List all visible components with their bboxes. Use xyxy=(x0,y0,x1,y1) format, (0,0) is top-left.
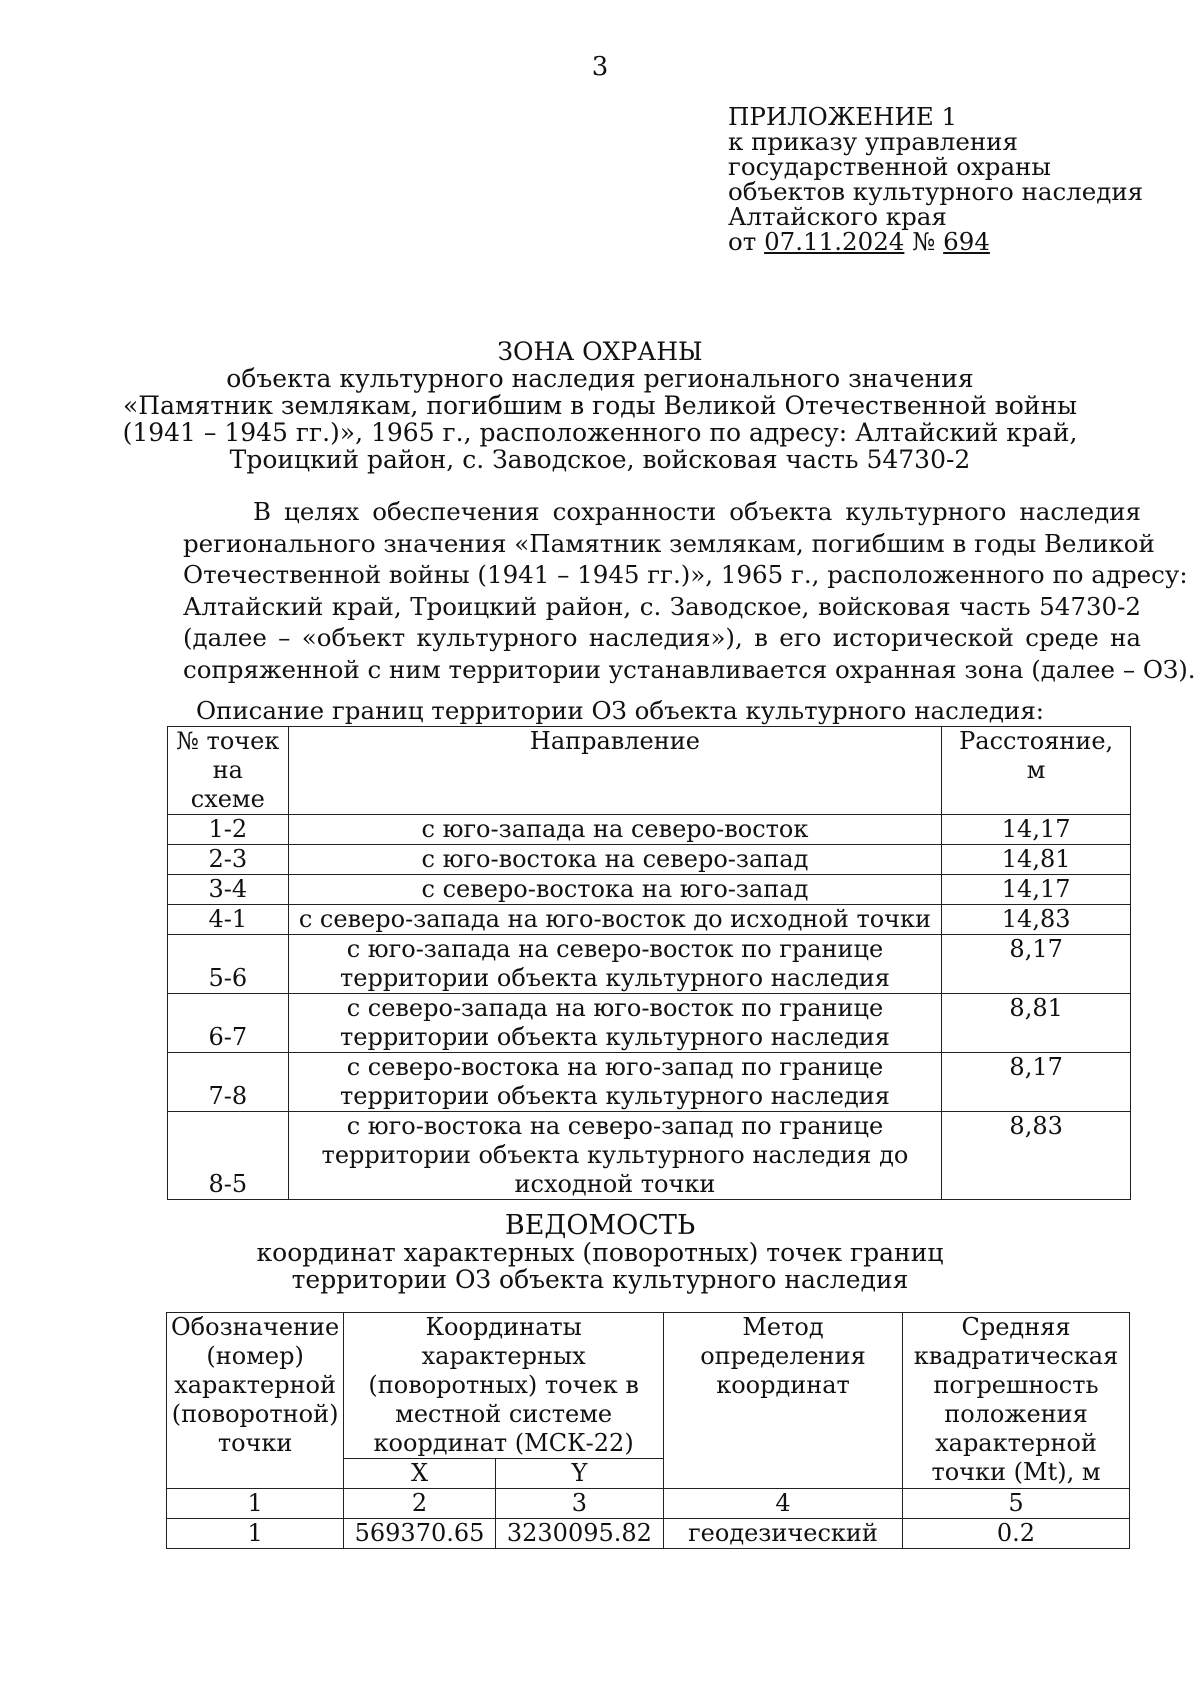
coordinates-table xyxy=(166,1312,1130,1549)
order-date: 07.11.2024 xyxy=(764,227,905,256)
cell-points: 3-4 xyxy=(168,875,289,905)
cell-points: 7-8 xyxy=(168,1053,289,1112)
table-row xyxy=(168,905,1131,935)
table-row xyxy=(168,1053,1131,1112)
header-error: Средняя квадратическая погрешность положения характерной точки (Mt), м xyxy=(903,1313,1130,1489)
col-number: 4 xyxy=(664,1489,903,1519)
appendix-line: к приказу управления xyxy=(728,127,1018,156)
cell-distance: 14,17 xyxy=(942,875,1131,905)
title-line: объекта культурного наследия регионального значения xyxy=(226,364,974,393)
appendix-block xyxy=(728,104,1143,254)
table-row xyxy=(168,845,1131,875)
col-number: 5 xyxy=(903,1489,1130,1519)
paragraph-line: В целях обеспечения сохранности объекта культурного наследия xyxy=(253,497,1141,526)
header-x: X xyxy=(344,1459,496,1489)
cell-points: 1-2 xyxy=(168,815,289,845)
cell-direction: с юго-востока на северо-запад по границе территории объекта культурного наследия до исходной точки xyxy=(288,1112,942,1200)
cell-direction: с северо-востока на юго-запад по границе территории объекта культурного наследия xyxy=(288,1053,942,1112)
header-designation: Обозначение (номер) характерной (поворотной) точки xyxy=(167,1313,344,1489)
cell-distance: 14,17 xyxy=(942,815,1131,845)
order-number: 694 xyxy=(943,227,990,256)
cell-direction: с северо-запада на юго-восток по границе территории объекта культурного наследия xyxy=(288,994,942,1053)
cell-points: 4-1 xyxy=(168,905,289,935)
table-row xyxy=(168,994,1131,1053)
page-number: 3 xyxy=(591,52,609,82)
cell-distance: 14,83 xyxy=(942,905,1131,935)
cell-x: 569370.65 xyxy=(344,1519,496,1549)
coords-title-line: территории ОЗ объекта культурного наследия xyxy=(291,1265,909,1294)
cell-y: 3230095.82 xyxy=(495,1519,663,1549)
col-number: 1 xyxy=(167,1489,344,1519)
header-distance: Расстояние, м xyxy=(942,727,1131,815)
table-caption: Описание границ территории ОЗ объекта культурного наследия: xyxy=(195,696,1045,725)
header-direction: Направление xyxy=(288,727,942,815)
appendix-line: Алтайского края xyxy=(728,202,947,231)
cell-point: 1 xyxy=(167,1519,344,1549)
header-coordinates: Координаты характерных (поворотных) точек в местной системе координат (МСК-22) xyxy=(344,1313,664,1459)
table-row xyxy=(168,815,1131,845)
table-row xyxy=(167,1519,1130,1549)
cell-method: геодезический xyxy=(664,1519,903,1549)
cell-points: 2-3 xyxy=(168,845,289,875)
cell-distance: 8,83 xyxy=(942,1112,1131,1200)
col-number: 3 xyxy=(495,1489,663,1519)
title-line: Троицкий район, с. Заводское, войсковая часть 54730-2 xyxy=(229,445,971,474)
header-y: Y xyxy=(495,1459,663,1489)
col-number: 2 xyxy=(344,1489,496,1519)
body-paragraph xyxy=(183,496,1196,685)
header-method: Метод определения координат xyxy=(664,1313,903,1489)
cell-direction: с юго-запада на северо-восток xyxy=(288,815,942,845)
cell-direction: с юго-востока на северо-запад xyxy=(288,845,942,875)
paragraph-line: Алтайский край, Троицкий район, с. Заводское, войсковая часть 54730-2 xyxy=(183,591,1141,621)
table-row xyxy=(168,935,1131,994)
title-line: (1941 – 1945 гг.)», 1965 г., расположенного по адресу: Алтайский край, xyxy=(122,418,1078,447)
paragraph-line: (далее – «объект культурного наследия»), в его исторической среде на xyxy=(183,623,1141,652)
table-row xyxy=(168,875,1131,905)
cell-points: 5-6 xyxy=(168,935,289,994)
appendix-line: объектов культурного наследия xyxy=(728,177,1144,206)
title-line: «Памятник землякам, погибшим в годы Великой Отечественной войны xyxy=(122,391,1078,420)
cell-distance: 8,17 xyxy=(942,935,1131,994)
document-title xyxy=(0,338,1200,473)
paragraph-line: Отечественной войны (1941 – 1945 гг.)», 1965 г., расположенного по адресу: xyxy=(183,560,1188,589)
table-header-row xyxy=(167,1313,1130,1459)
number-prefix: № xyxy=(904,227,944,256)
table-row xyxy=(168,1112,1131,1200)
cell-direction: с юго-запада на северо-восток по границе территории объекта культурного наследия xyxy=(288,935,942,994)
header-points: № точек на схеме xyxy=(168,727,289,815)
title-heading: ЗОНА ОХРАНЫ xyxy=(497,337,703,366)
cell-direction: с северо-запада на юго-восток до исходной точки xyxy=(288,905,942,935)
boundary-table xyxy=(167,726,1131,1200)
cell-distance: 14,81 xyxy=(942,845,1131,875)
coords-title-line: координат характерных (поворотных) точек границ xyxy=(256,1238,944,1267)
cell-distance: 8,81 xyxy=(942,994,1131,1053)
date-prefix: от xyxy=(728,227,765,256)
cell-error: 0.2 xyxy=(903,1519,1130,1549)
column-number-row xyxy=(167,1489,1130,1519)
paragraph-line: регионального значения «Памятник землякам, погибшим в годы Великой xyxy=(183,528,1155,558)
coords-title xyxy=(0,1212,1200,1293)
paragraph-line: сопряженной с ним территории устанавливается охранная зона (далее – ОЗ). xyxy=(183,654,1196,684)
appendix-title: ПРИЛОЖЕНИЕ 1 xyxy=(728,102,958,131)
cell-direction: с северо-востока на юго-запад xyxy=(288,875,942,905)
cell-points: 8-5 xyxy=(168,1112,289,1200)
appendix-date-line xyxy=(728,229,1143,254)
coords-heading: ВЕДОМОСТЬ xyxy=(504,1210,696,1241)
cell-points: 6-7 xyxy=(168,994,289,1053)
table-header-row xyxy=(168,727,1131,815)
appendix-line: государственной охраны xyxy=(728,152,1051,181)
cell-distance: 8,17 xyxy=(942,1053,1131,1112)
